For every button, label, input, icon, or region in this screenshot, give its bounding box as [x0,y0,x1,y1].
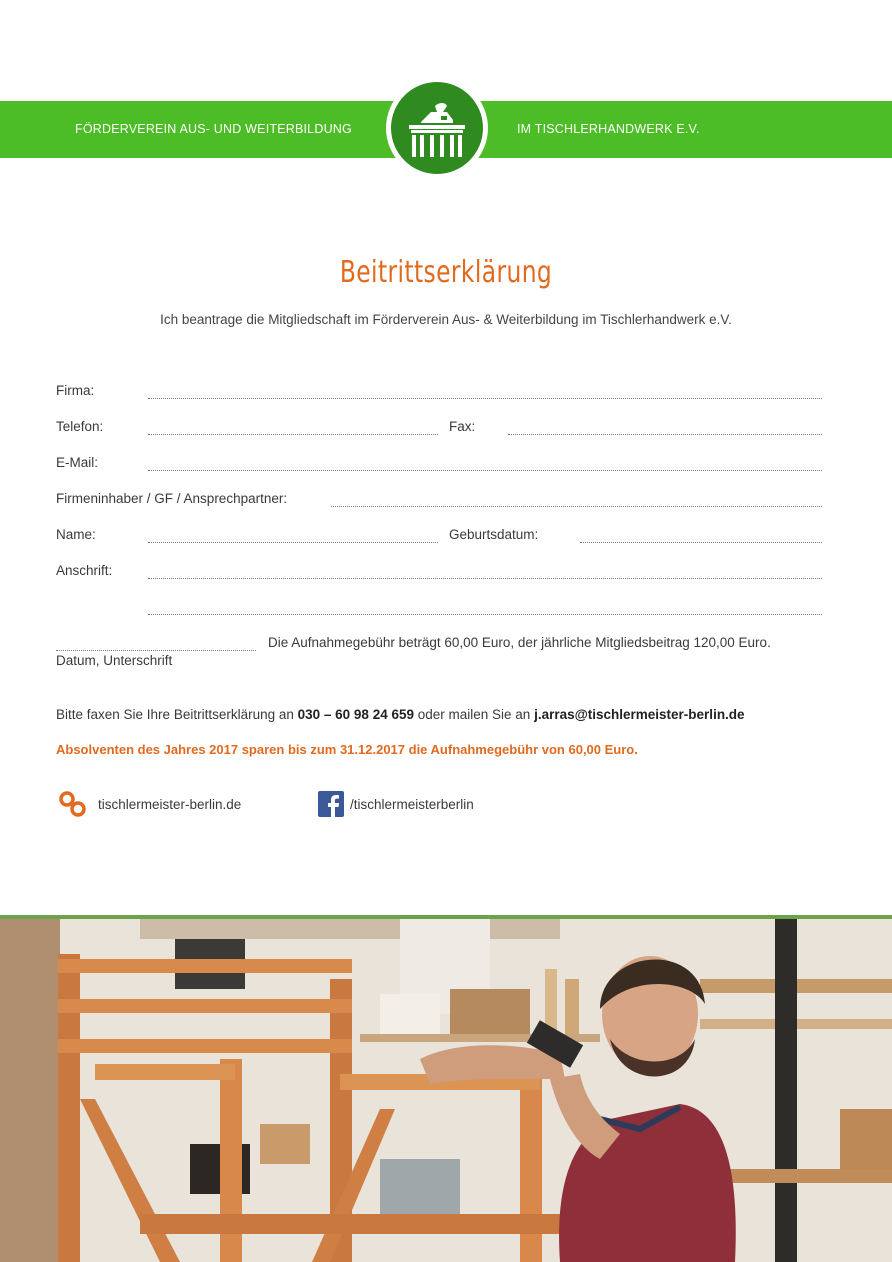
fax-number: 030 – 60 98 24 659 [297,707,414,722]
brandenburg-gate-plane-icon [391,82,483,174]
name-label: Name: [56,527,96,542]
contact-middle: oder mailen Sie an [413,707,535,722]
link-chain-icon [58,790,88,818]
header-right-text: IM TISCHLERHANDWERK E.V. [517,122,700,136]
facebook-icon [318,791,344,817]
signature-field[interactable] [56,650,256,651]
email-field[interactable] [148,470,822,471]
email-label: E-Mail: [56,455,99,470]
telefon-label: Telefon: [56,419,104,434]
firma-field[interactable] [148,398,822,399]
page-subtitle: Ich beantrage die Mitgliedschaft im Förderverein Aus- & Weiterbildung im Tischlerhandwerk e.V. [160,312,732,327]
geburtsdatum-label: Geburtsdatum: [449,527,539,542]
website-link[interactable]: tischlermeister-berlin.de [98,797,242,812]
anschrift-label: Anschrift: [56,563,113,578]
promo-text: Absolventen des Jahres 2017 sparen bis zum 31.12.2017 die Aufnahmegebühr von 60,00 Euro. [56,742,638,757]
fee-text: Die Aufnahmegebühr beträgt 60,00 Euro, der jährliche Mitgliedsbeitrag 120,00 Euro. [268,635,771,650]
contact-email-link[interactable]: j.arras@tischlermeister-berlin.de [534,707,745,722]
firma-label: Firma: [56,383,95,398]
anschrift-field-2[interactable] [148,614,822,615]
inhaber-label: Firmeninhaber / GF / Ansprechpartner: [56,491,288,506]
signature-label: Datum, Unterschrift [56,653,173,668]
fax-label: Fax: [449,419,476,434]
geburtsdatum-field[interactable] [580,542,822,543]
anschrift-field-1[interactable] [148,578,822,579]
contact-prefix: Bitte faxen Sie Ihre Beitrittserklärung an [56,707,298,722]
fax-field[interactable] [508,434,822,435]
name-field[interactable] [148,542,438,543]
page-title: Beitrittserklärung [339,255,553,290]
logo [391,82,483,174]
telefon-field[interactable] [148,434,438,435]
contact-line [56,707,745,722]
workshop-photo [0,915,892,1262]
header-left-text: FÖRDERVEREIN AUS- UND WEITERBILDUNG [75,122,352,136]
inhaber-field[interactable] [331,506,822,507]
facebook-link[interactable]: /tischlermeisterberlin [350,797,474,812]
